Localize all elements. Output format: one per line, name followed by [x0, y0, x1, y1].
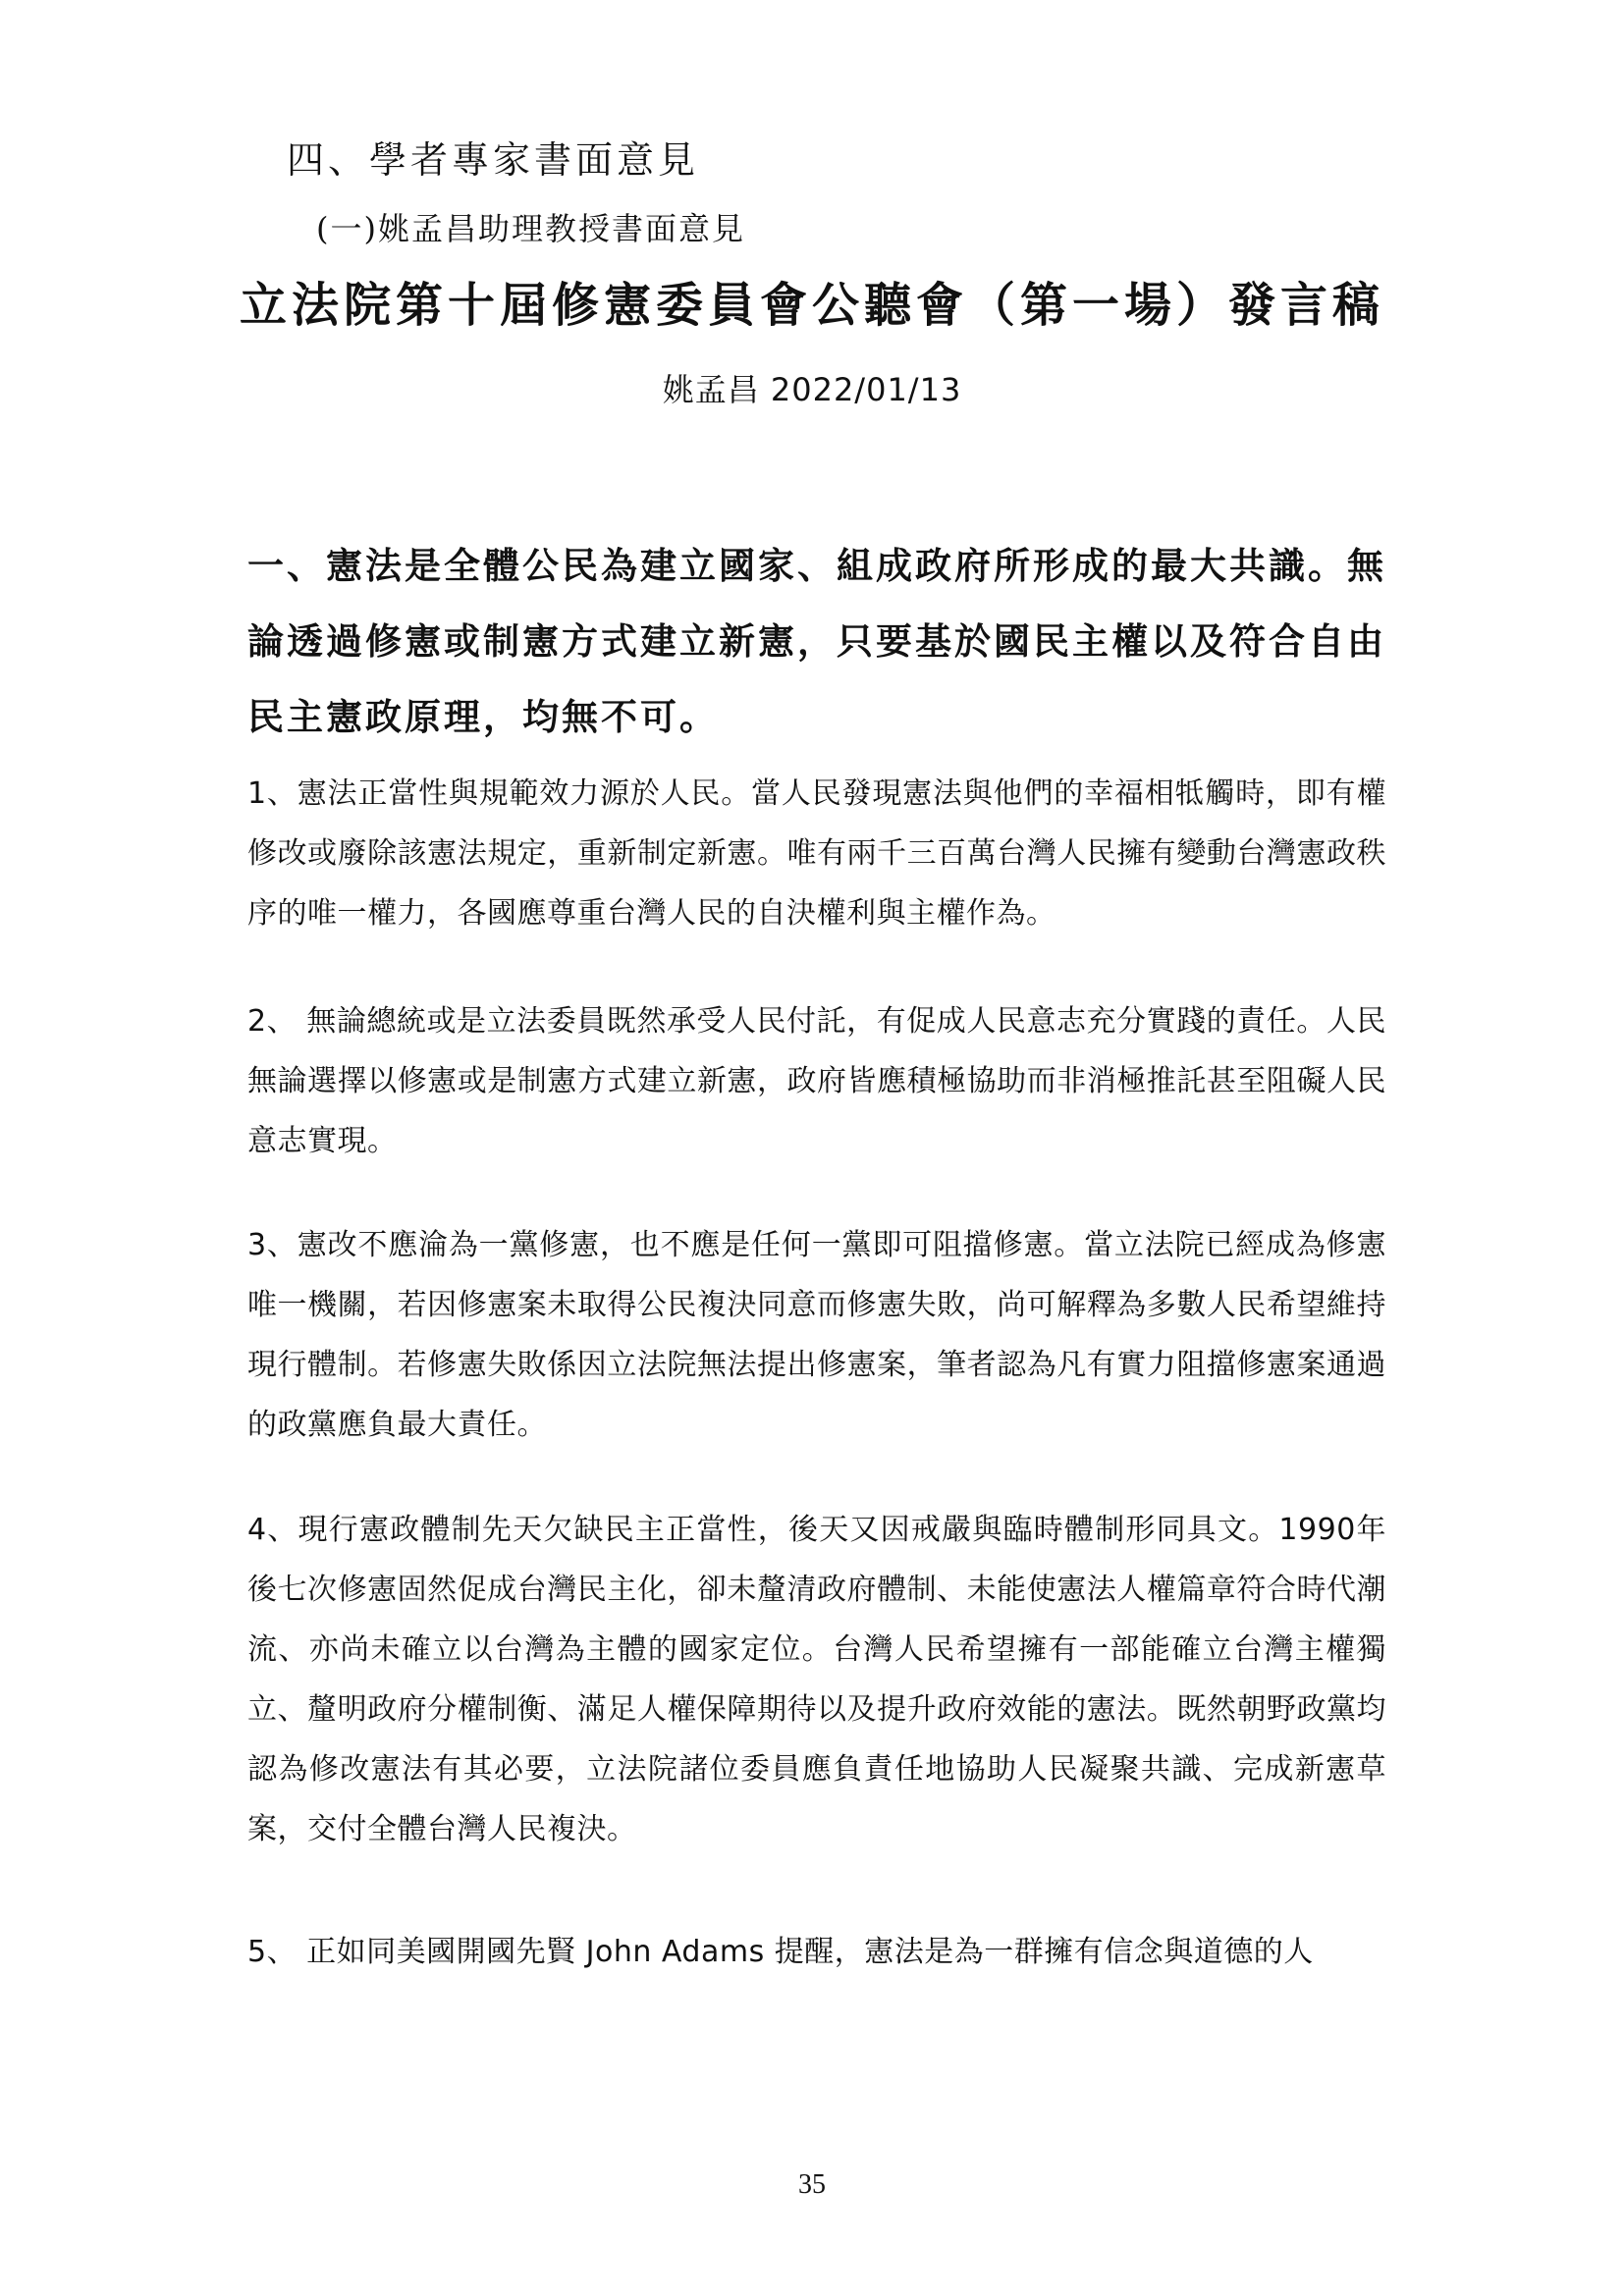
section-heading: 四、學者專家書面意見	[287, 138, 700, 182]
paragraph-5: 5、 正如同美國開國先賢 John Adams 提醒，憲法是為一群擁有信念與道德的人	[247, 1935, 1314, 1969]
paragraph-1: 1、憲法正當性與規範效力源於人民。當人民發現憲法與他們的幸福相牴觸時，即有權修改或廢除該憲法規定，重新制定新憲。唯有兩千三百萬台灣人民擁有變動台灣憲政秩序的唯一權力，各國應尊重台灣人民的自決權利與主權作為。	[247, 776, 1386, 931]
paragraph-2: 2、 無論總統或是立法委員既然承受人民付託，有促成人民意志充分實踐的責任。人民無論選擇以修憲或是制憲方式建立新憲，政府皆應積極協助而非消極推託甚至阻礙人民意志實現。	[247, 1004, 1386, 1158]
author-date-byline: 姚孟昌 2022/01/13	[662, 371, 962, 408]
sub-heading: (一)姚孟昌助理教授書面意見	[316, 210, 745, 247]
document-title: 立法院第十屆修憲委員會公聽會（第一場）發言稿	[239, 278, 1384, 333]
paragraph-4: 4、現行憲政體制先天欠缺民主正當性，後天又因戒嚴與臨時體制形同具文。1990年後七次修憲固然促成台灣民主化，卻未釐清政府體制、未能使憲法人權篇章符合時代潮流、亦尚未確立以台灣為主體的國家定位。台灣人民希望擁有一部能確立台灣主權獨立、釐明政府分權制衡、滿足人權保障期待以及提升政府效能的憲法。既然朝野政黨均認為修改憲法有其必要，立法院諸位委員應負責任地協助人民凝聚共識、完成新憲草案，交付全體台灣人民複決。	[247, 1513, 1386, 1846]
paragraph-3: 3、憲改不應淪為一黨修憲，也不應是任何一黨即可阻擋修憲。當立法院已經成為修憲唯一機關，若因修憲案未取得公民複決同意而修憲失敗，尚可解釋為多數人民希望維持現行體制。若修憲失敗係因立法院無法提出修憲案，筆者認為凡有實力阻擋修憲案通過的政黨應負最大責任。	[247, 1228, 1386, 1442]
main-point-heading: 一、憲法是全體公民為建立國家、組成政府所形成的最大共識。無論透過修憲或制憲方式建立新憲，只要基於國民主權以及符合自由民主憲政原理，均無不可。	[247, 544, 1386, 738]
page-number: 35	[798, 2169, 826, 2200]
